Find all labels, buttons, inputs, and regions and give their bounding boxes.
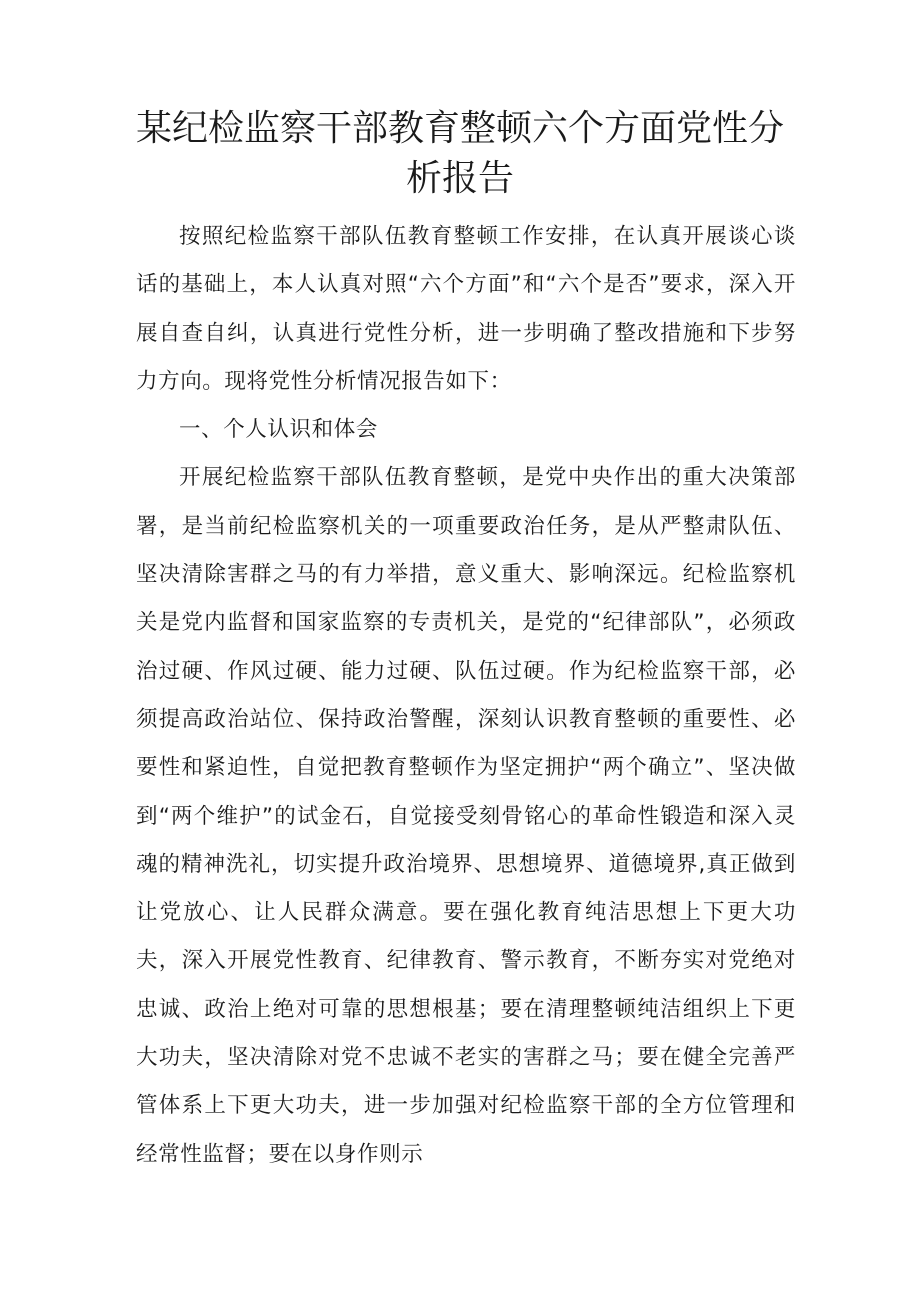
document-title: 某纪检监察干部教育整顿六个方面党性分析报告 (135, 108, 784, 199)
document-body (136, 213, 796, 1179)
intro-paragraph: 按照纪检监察干部队伍教育整顿工作安排，在认真开展谈心谈话的基础上，本人认真对照“六个方面”和“六个是否”要求，深入开展自查自纠，认真进行党性分析，进一步明确了整改措施和下步努力方向。现将党性分析情况报告如下： (136, 224, 797, 394)
body-paragraph: 开展纪检监察干部队伍教育整顿，是党中央作出的重大决策部署，是当前纪检监察机关的一项重要政治任务，是从严整肃队伍、坚决清除害群之马的有力举措，意义重大、影响深远。纪检监察机关是党内监督和国家监察的专责机关，是党的“纪律部队”，必须政治过硬、作风过硬、能力过硬、队伍过硬。作为纪检监察干部，必须提高政治站位、保持政治警醒，深刻认识教育整顿的重要性、必要性和紧迫性，自觉把教育整顿作为坚定拥护“两个确立”、坚决做到“两个维护”的试金石，自觉接受刻骨铭心的革命性锻造和深入灵魂的精神洗礼，切实提升政治境界、思想境界、道德境界,真正做到让党放心、让人民群众满意。要在强化教育纯洁思想上下更大功夫，深入开展党性教育、纪律教育、警示教育，不断夯实对党绝对忠诚、政治上绝对可靠的思想根基；要在清理整顿纯洁组织上下更大功夫，坚决清除对党不忠诚不老实的害群之马；要在健全完善严管体系上下更大功夫，进一步加强对纪检监察干部的全方位管理和经常性监督；要在以身作则示 (136, 465, 796, 1167)
section-heading: 一、个人认识和体会 (179, 417, 378, 443)
